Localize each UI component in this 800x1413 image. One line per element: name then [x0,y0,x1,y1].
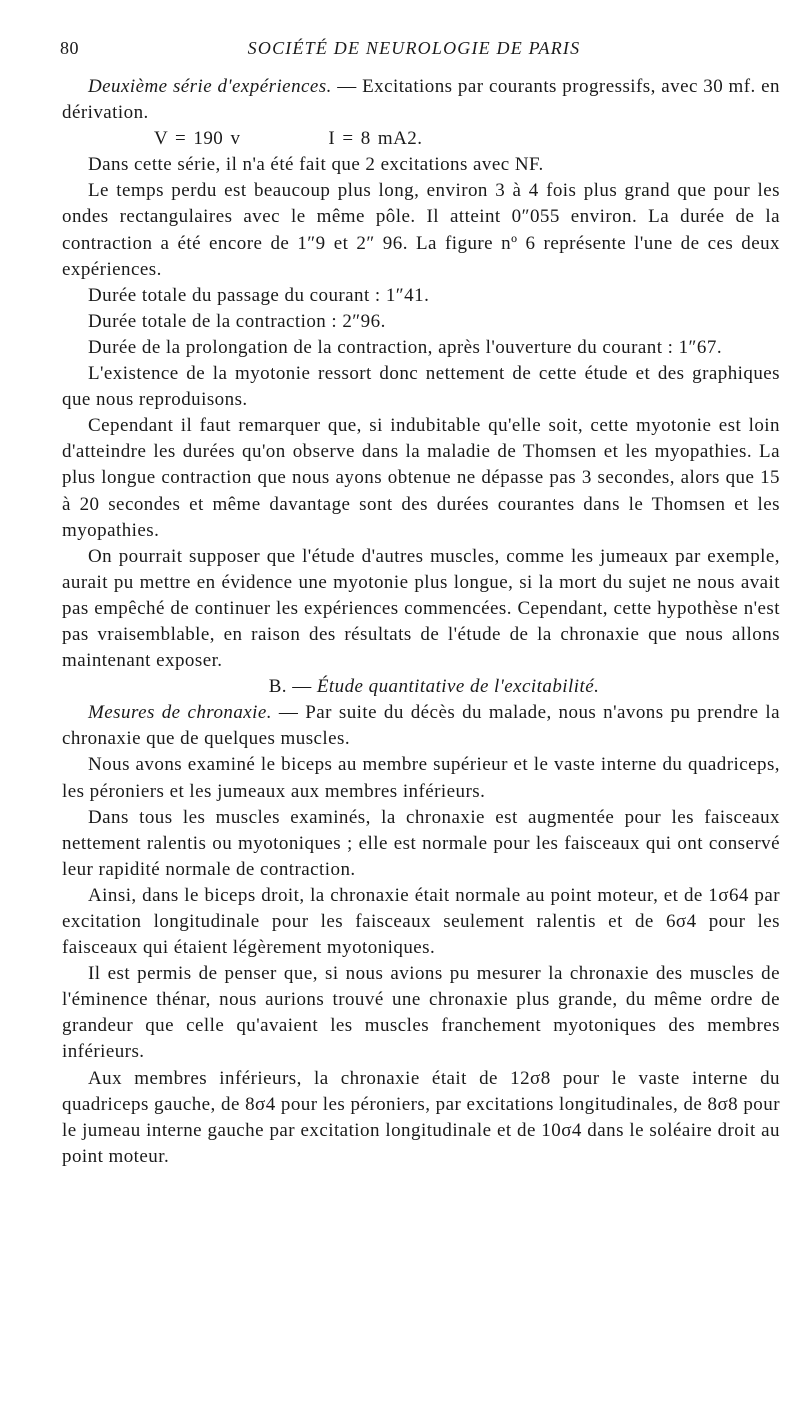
paragraph: Aux membres inférieurs, la chronaxie était de 12σ8 pour le vaste interne du quadriceps gauche, de 8σ4 pour les péroniers, par excitations longitudinales, de 8σ8 pour le jumeau interne gauche par excitation longitudinale et de 10σ4 dans le soléaire droit au point moteur. [62,1067,780,1167]
paragraph: Dans cette série, il n'a été fait que 2 excitations avec NF. [88,154,544,176]
page-number: 80 [60,38,79,58]
formula-line [62,126,780,152]
section-title: Étude quantitative de l'excitabilité. [316,676,600,698]
page-body [62,74,780,1170]
subsection-text: — Par suite du décès du malade, nous n'avons pu prendre la chronaxie que de quelques muscles. [62,702,780,750]
paragraph: Durée de la prolongation de la contraction, après l'ouverture du courant : 1″67. [88,336,723,358]
section-heading [62,674,780,700]
series-description: — Excitations par courants progressifs, avec 30 mf. en dérivation. [62,76,780,124]
paragraph: On pourrait supposer que l'étude d'autres muscles, comme les jumeaux par exemple, aurait pu mettre en évidence une myotonie plus longue, si la mort du sujet ne nous avait pas empêché de continuer les expériences commencées. Cependant, cette hypothèse n'est pas vraisemblable, en raison des résultats de l'étude de la chronaxie que nous allons maintenant exposer. [62,545,780,672]
paragraph: Nous avons examiné le biceps au membre supérieur et le vaste interne du quadriceps, les péroniers et les jumeaux aux membres inférieurs. [62,754,780,802]
current-value: I = 8 mA2. [328,128,423,150]
series-heading: Deuxième série d'expériences. [88,76,332,97]
section-prefix: B. — [268,676,317,698]
paragraph: Le temps perdu est beaucoup plus long, environ 3 à 4 fois plus grand que pour les ondes rectangulaires avec le même pôle. Il atteint 0″055 environ. La durée de la contraction a été encore de 1″9 et 2″ 96. La figure nº 6 représente l'une de ces deux expériences. [62,180,780,280]
paragraph: Dans tous les muscles examinés, la chronaxie est augmentée pour les faisceaux nettement ralentis ou myotoniques ; elle est normale pour les faisceaux qui ont conservé leur rapidité normale de contraction. [62,806,780,880]
paragraph-chronaxie-intro [62,700,780,752]
paragraph-series-intro [62,74,780,126]
paragraph: Durée totale de la contraction : 2″96. [88,310,386,332]
paragraph: L'existence de la myotonie ressort donc nettement de cette étude et des graphiques que nous reproduisons. [62,363,780,411]
paragraph: Durée totale du passage du courant : 1″41. [88,284,430,306]
voltage-value: V = 190 v [154,128,241,150]
running-title: SOCIÉTÉ DE NEUROLOGIE DE PARIS [247,38,581,58]
paragraph: Ainsi, dans le biceps droit, la chronaxie était normale au point moteur, et de 1σ64 par excitation longitudinale pour les faisceaux seulement ralentis et de 6σ4 pour les faisceaux qui étaient légèrement myotoniques. [62,884,780,959]
subsection-heading: Mesures de chronaxie. [88,702,272,724]
paragraph: Cependant il faut remarquer que, si indubitable qu'elle soit, cette myotonie est loin d'atteindre les durées qu'on observe dans la maladie de Thomsen et les myopathies. La plus longue contraction que nous ayons obtenue ne dépasse pas 3 secondes, alors que 15 à 20 secondes et même davantage sont des durées courantes dans le Thomsen et les myopathies. [62,415,780,541]
page-header [60,38,768,62]
paragraph: Il est permis de penser que, si nous avions pu mesurer la chronaxie des muscles de l'éminence thénar, nous aurions trouvé une chronaxie plus grande, du même ordre de grandeur que celle qu'avaient les muscles franchement myotoniques des membres inférieurs. [62,963,780,1063]
